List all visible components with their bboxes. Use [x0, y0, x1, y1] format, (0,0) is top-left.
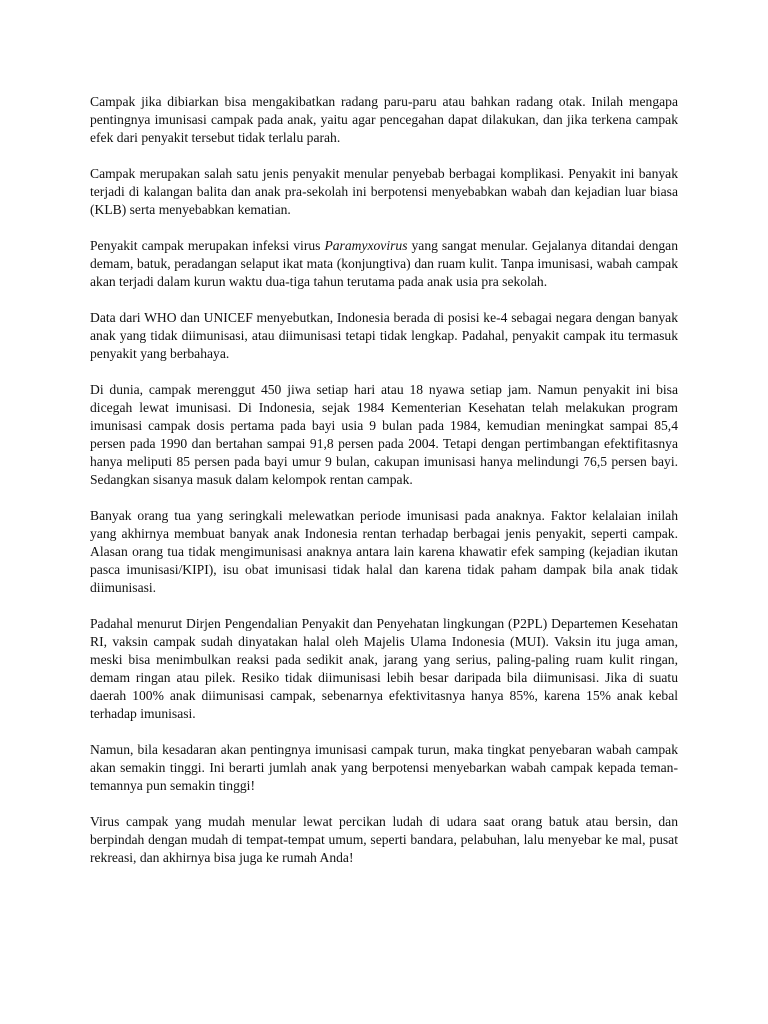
paragraph-2: Campak merupakan salah satu jenis penyakit menular penyebab berbagai komplikasi. Penyakit ini banyak terjadi di kalangan balita dan anak pra-sekolah ini berpotensi menyebabkan wabah dan kejadian luar biasa (KLB) serta menyebabkan kematian. — [90, 166, 678, 217]
paragraph-8: Namun, bila kesadaran akan pentingnya imunisasi campak turun, maka tingkat penyebaran wabah campak akan semakin tinggi. Ini berarti jumlah anak yang berpotensi menyebarkan wabah campak kepada teman-temannya pun semakin tinggi! — [90, 742, 678, 793]
document-body — [90, 93, 678, 885]
paragraph-7: Padahal menurut Dirjen Pengendalian Penyakit dan Penyehatan lingkungan (P2PL) Departemen Kesehatan RI, vaksin campak sudah dinyatakan halal oleh Majelis Ulama Indonesia (MUI). Vaksin itu juga aman, meski bisa menimbulkan reaksi pada sedikit anak, jarang yang serius, paling-paling ruam kulit ringan, demam ringan atau pilek. Resiko tidak diimunisasi lebih besar daripada bila diimunisasi. Jika di suatu daerah 100% anak diimunisasi campak, sebenarnya efektivitasnya hanya 85%, karena 15% anak kebal terhadap imunisasi. — [90, 616, 678, 721]
virus-name: Paramyxovirus — [324, 238, 408, 253]
paragraph-1: Campak jika dibiarkan bisa mengakibatkan radang paru-paru atau bahkan radang otak. Inilah mengapa pentingnya imunisasi campak pada anak, yaitu agar pencegahan dapat dilakukan, dan jika terkena campak efek dari penyakit tersebut tidak terlalu parah. — [90, 94, 678, 145]
paragraph-5: Di dunia, campak merenggut 450 jiwa setiap hari atau 18 nyawa setiap jam. Namun penyakit ini bisa dicegah lewat imunisasi. Di Indonesia, sejak 1984 Kementerian Kesehatan telah melakukan program imunisasi campak dosis pertama pada bayi usia 9 bulan pada 1984, kemudian meningkat sampai 85,4 persen pada 1990 dan bertahan sampai 91,8 persen pada 2004. Tetapi dengan pertimbangan efektifitasnya hanya meliputi 85 persen pada bayi umur 9 bulan, cakupan imunisasi hanya melindungi 76,5 persen bayi. Sedangkan sisanya masuk dalam kelompok rentan campak. — [90, 382, 678, 487]
paragraph-3-end: yang sangat menular. Gejalanya ditandai dengan demam, batuk, peradangan selaput ikat mata (konjungtiva) dan ruam kulit. Tanpa imunisasi, wabah campak akan terjadi dalam kurun waktu dua-tiga tahun terutama pada anak usia pra sekolah. — [90, 238, 679, 289]
paragraph-3 — [90, 237, 678, 291]
paragraph-3-start: Penyakit campak merupakan infeksi virus — [90, 238, 325, 253]
paragraph-4: Data dari WHO dan UNICEF menyebutkan, Indonesia berada di posisi ke-4 sebagai negara dengan banyak anak yang tidak diimunisasi, atau diimunisasi tetapi tidak lengkap. Padahal, penyakit campak itu termasuk penyakit yang berbahaya. — [90, 310, 678, 361]
paragraph-9: Virus campak yang mudah menular lewat percikan ludah di udara saat orang batuk atau bersin, dan berpindah dengan mudah di tempat-tempat umum, seperti bandara, pelabuhan, lalu menyebar ke mal, pusat rekreasi, dan akhirnya bisa juga ke rumah Anda! — [90, 814, 678, 865]
paragraph-6: Banyak orang tua yang seringkali melewatkan periode imunisasi pada anaknya. Faktor kelalaian inilah yang akhirnya membuat banyak anak Indonesia rentan terhadap berbagai jenis penyakit, seperti campak. Alasan orang tua tidak mengimunisasi anaknya antara lain karena khawatir efek samping (kejadian ikutan pasca imunisasi/KIPI), isu obat imunisasi tidak halal dan karena tidak paham dampak bila anak tidak diimunisasi. — [90, 508, 678, 595]
